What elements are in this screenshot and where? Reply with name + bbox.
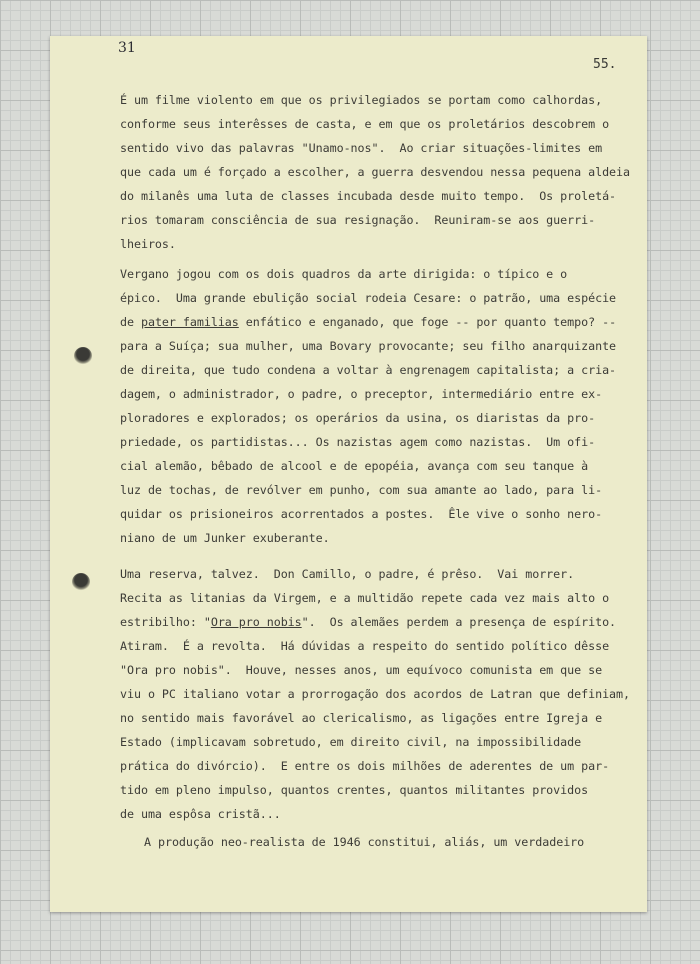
text-line: priedade, os partidistas... Os nazistas agem como nazistas. Um ofi- — [120, 435, 596, 449]
text-line-with-underline: de pater familias enfático e enganado, que foge -- por quanto tempo? -- — [120, 315, 617, 329]
text-line: Estado (implicavam sobretudo, em direito civil, na impossibilidade — [120, 735, 582, 749]
text-line: rios tomaram consciência de sua resignação. Reuniram-se aos guerri- — [120, 213, 596, 227]
text-line: A produção neo-realista de 1946 constitui, aliás, um verdadeiro — [144, 835, 585, 849]
typed-page-number: 55. — [593, 57, 617, 72]
text-line: do milanês uma luta de classes incubada desde muito tempo. Os proletá- — [120, 189, 617, 203]
text-line: Uma reserva, talvez. Don Camillo, o padre, é prêso. Vai morrer. — [120, 567, 575, 581]
text-line: no sentido mais favorável ao clericalismo, as ligações entre Igreja e — [120, 711, 603, 725]
text-line: sentido vivo das palavras "Unamo-nos". Ao criar situações-limites em — [120, 141, 603, 155]
text-line: prática do divórcio). E entre os dois milhões de aderentes de um par- — [120, 759, 610, 773]
text-line: dagem, o administrador, o padre, o preceptor, intermediário entre ex- — [120, 387, 603, 401]
text-line-with-underline: estribilho: "Ora pro nobis". Os alemães perdem a presença de espírito. — [120, 615, 617, 629]
typewritten-page — [50, 36, 647, 912]
text-line: Recita as litanias da Virgem, e a multidão repete cada vez mais alto o — [120, 591, 610, 605]
handwritten-folio-number: 31 — [118, 40, 136, 56]
text-line: viu o PC italiano votar a prorrogação dos acordos de Latran que definiam, — [120, 687, 631, 701]
underlined-phrase: pater familias — [140, 315, 239, 329]
underlined-phrase: Ora pro nobis — [210, 615, 302, 629]
text-line: quidar os prisioneiros acorrentados a postes. Êle vive o sonho nero- — [120, 507, 603, 521]
punch-hole-upper — [74, 347, 92, 365]
text-line: É um filme violento em que os privilegiados se portam como calhordas, — [120, 93, 603, 107]
punch-hole-lower — [72, 573, 90, 591]
text-line: de direita, que tudo condena a voltar à engrenagem capitalista; a cria- — [120, 363, 617, 377]
text-line: épico. Uma grande ebulição social rodeia Cesare: o patrão, uma espécie — [120, 291, 617, 305]
text-line: lheiros. — [120, 237, 176, 251]
text-line: cial alemão, bêbado de alcool e de epopéia, avança com seu tanque à — [120, 459, 589, 473]
text-line: "Ora pro nobis". Houve, nesses anos, um equívoco comunista em que se — [120, 663, 603, 677]
text-line: ploradores e explorados; os operários da usina, os diaristas da pro- — [120, 411, 596, 425]
text-line: para a Suíça; sua mulher, uma Bovary provocante; seu filho anarquizante — [120, 339, 617, 353]
text-line: luz de tochas, de revólver em punho, com sua amante ao lado, para li- — [120, 483, 603, 497]
text-line: tido em pleno impulso, quantos crentes, quantos militantes providos — [120, 783, 589, 797]
text-line: niano de um Junker exuberante. — [120, 531, 330, 545]
text-line: Vergano jogou com os dois quadros da arte dirigida: o típico e o — [120, 267, 568, 281]
text-line: que cada um é forçado a escolher, a guerra desvendou nessa pequena aldeia — [120, 165, 631, 179]
text-line: conforme seus interêsses de casta, e em que os proletários descobrem o — [120, 117, 610, 131]
text-line: Atiram. É a revolta. Há dúvidas a respeito do sentido político dêsse — [120, 639, 610, 653]
text-line: de uma espôsa cristã... — [120, 807, 281, 821]
